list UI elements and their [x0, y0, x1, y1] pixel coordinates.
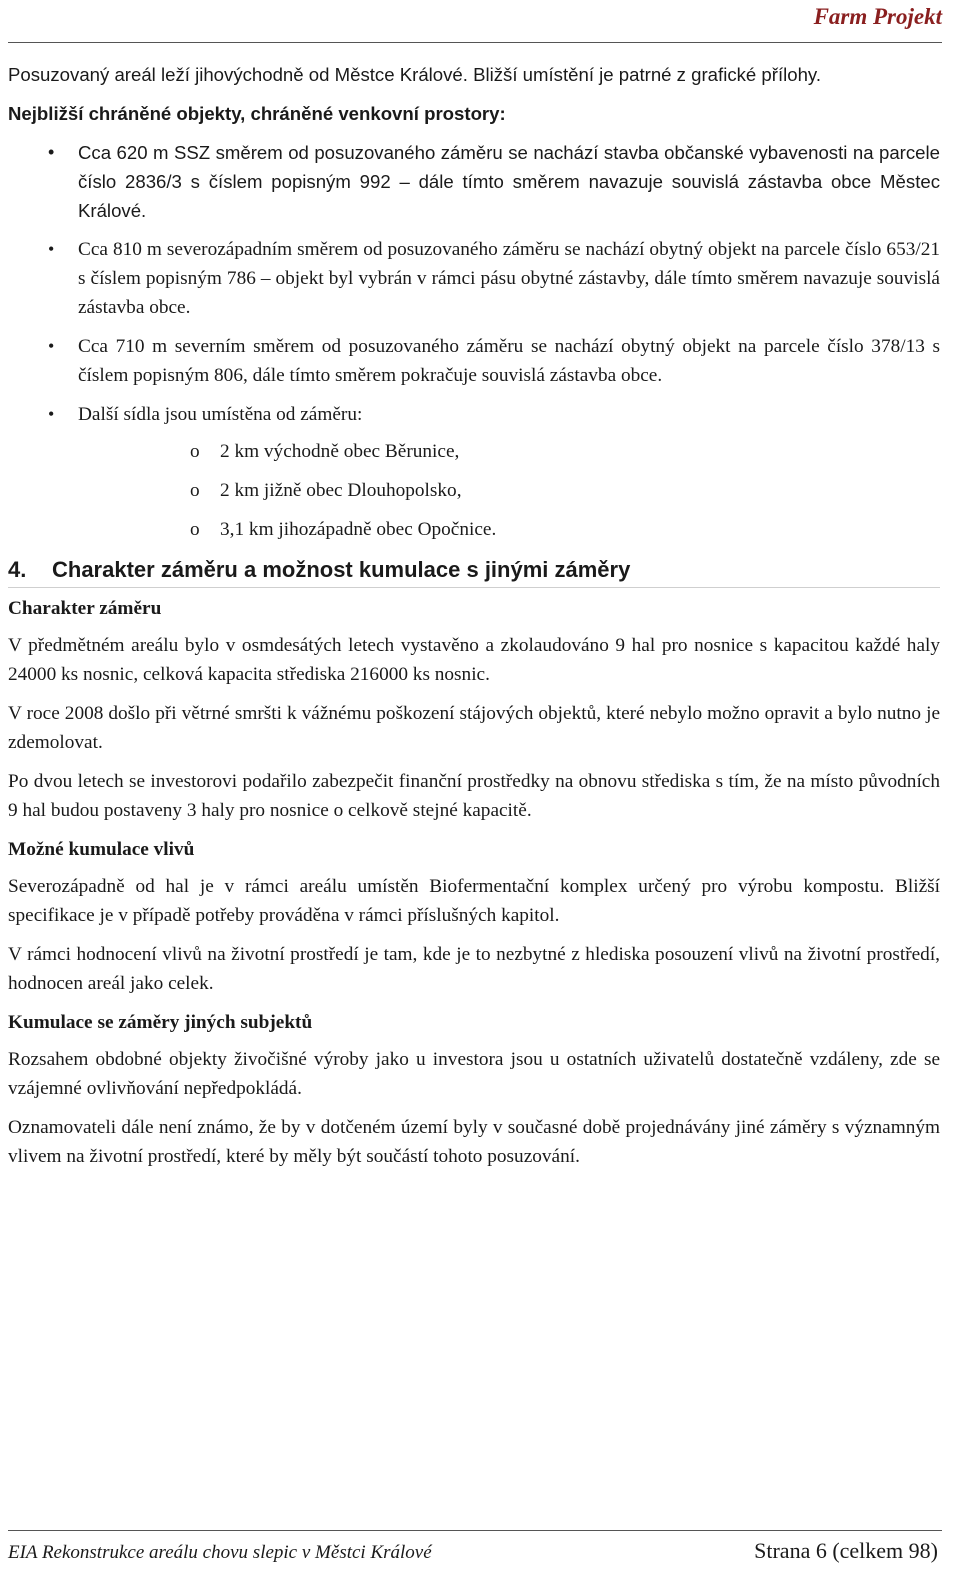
bullet-icon: • — [48, 142, 55, 162]
sub-list-item-text: 2 km jižně obec Dlouhopolsko, — [220, 480, 462, 501]
paragraph: Rozsahem obdobné objekty živočišné výroby jako u investora jsou u ostatních uživatelů dostatečně vzdáleny, zde se vzájemné ovlivňování nepředpokládá. — [8, 1049, 940, 1099]
paragraph: V roce 2008 došlo při větrné smršti k vážnému poškození stájových objektů, které nebylo možno opravit a bylo nutno je zdemolovat. — [8, 703, 940, 753]
sub-list-item — [78, 476, 940, 505]
kumulace-heading: Možné kumulace vlivů — [8, 839, 195, 860]
settlements-list — [78, 437, 940, 544]
paragraph: Oznamovateli dále není známo, že by v dotčeném území byly v současné době projednávány jiné záměry s významným vlivem na životní prostředí, které by měly být součástí tohoto posuzování. — [8, 1117, 940, 1167]
nearest-objects-heading: Nejbližší chráněné objekty, chráněné venkovní prostory: — [8, 103, 506, 124]
bullet-icon: • — [48, 239, 55, 259]
circle-marker-icon: o — [190, 519, 200, 540]
sub-list-item — [78, 437, 940, 466]
circle-marker-icon: o — [190, 441, 200, 462]
section-heading — [8, 554, 940, 588]
page-number: Strana 6 (celkem 98) — [754, 1538, 938, 1563]
header-brand: Farm Projekt — [813, 4, 942, 29]
location-paragraph: Posuzovaný areál leží jihovýchodně od Městce Králové. Bližší umístění je patrné z grafické přílohy. — [8, 64, 822, 85]
section-number: 4. — [8, 557, 27, 582]
paragraph: V rámci hodnocení vlivů na životní prostředí je tam, kde je to nezbytné z hlediska posouzení vlivů na životní prostředí, hodnocen areál jako celek. — [8, 944, 940, 994]
list-item-text: Cca 810 m severozápadním směrem od posuzovaného záměru se nachází obytný objekt na parcele číslo 653/21 s číslem popisným 786 – objekt byl vybrán v rámci pásu obytné zástavby, dále tímto směrem navazuje souvislá zástavba obce. — [78, 239, 940, 318]
list-item-text: Další sídla jsou umístěna od záměru: — [78, 404, 363, 425]
paragraph: Severozápadně od hal je v rámci areálu umístěn Biofermentační komplex určený pro výrobu kompostu. Bližší specifikace je v případě potřeby prováděna v rámci příslušných kapitol. — [8, 876, 940, 926]
sub-list-item — [78, 515, 940, 544]
paragraph: Po dvou letech se investorovi podařilo zabezpečit finanční prostředky na obnovu střediska s tím, že na místo původních 9 hal budou postaveny 3 haly pro nosnice o celkově stejné kapacitě. — [8, 771, 940, 821]
footer-divider — [8, 1530, 942, 1531]
charakter-heading: Charakter záměru — [8, 598, 162, 619]
list-item — [8, 332, 940, 390]
list-item — [8, 235, 940, 322]
header-divider — [8, 42, 942, 43]
list-item-text: Cca 620 m SSZ směrem od posuzovaného záměru se nachází stavba občanské vybavenosti na parcele číslo 2836/3 s číslem popisným 992 – dále tímto směrem navazuje souvislá zástavba obce Městec Králové. — [78, 142, 940, 221]
sub-list-item-text: 3,1 km jihozápadně obec Opočnice. — [220, 519, 497, 540]
paragraph: V předmětném areálu bylo v osmdesátých letech vystavěno a zkolaudováno 9 hal pro nosnice s kapacitou každé haly 24000 ks nosnic, celková kapacita střediska 216000 ks nosnic. — [8, 635, 940, 685]
section-title: Charakter záměru a možnost kumulace s jinými záměry — [52, 557, 631, 582]
list-item-text: Cca 710 m severním směrem od posuzovaného záměru se nachází obytný objekt na parcele číslo 378/13 s číslem popisným 806, dále tímto směrem pokračuje souvislá zástavba obce. — [78, 336, 940, 386]
protected-objects-list — [8, 138, 940, 544]
footer-document-title: EIA Rekonstrukce areálu chovu slepic v Městci Králové — [8, 1542, 432, 1563]
circle-marker-icon: o — [190, 480, 200, 501]
list-item — [8, 400, 940, 544]
list-item — [8, 138, 940, 225]
bullet-icon: • — [48, 336, 55, 356]
document-body — [8, 60, 940, 1181]
jine-zamery-heading: Kumulace se záměry jiných subjektů — [8, 1012, 313, 1033]
sub-list-item-text: 2 km východně obec Běrunice, — [220, 441, 460, 462]
bullet-icon: • — [48, 404, 55, 424]
